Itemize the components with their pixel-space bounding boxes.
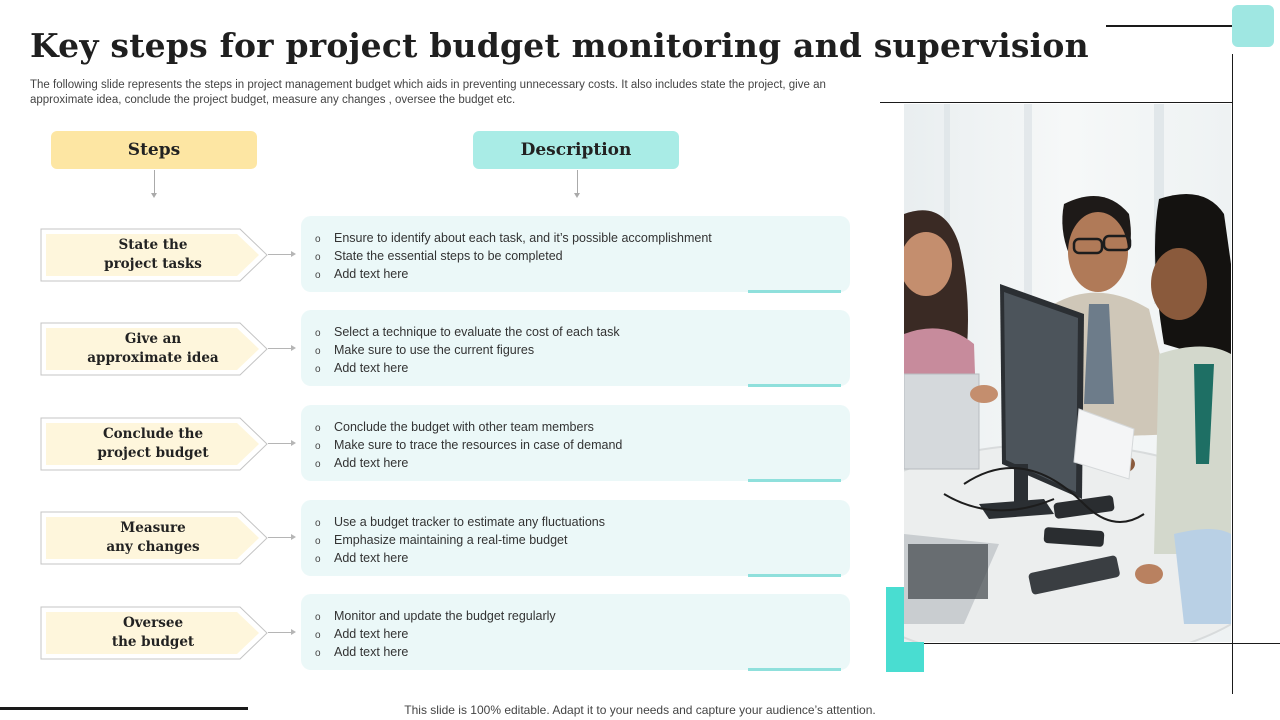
list-item (315, 230, 850, 248)
right-vertical-rule (1232, 54, 1233, 694)
slide-subtitle: The following slide represents the steps in project management budget which aids in preventing unnecessary costs. It also includes state the project, give an approximate idea, conclude the project budget, measure any changes , oversee the budget etc. (30, 79, 826, 106)
description-list (301, 500, 850, 568)
right-arrow-icon (268, 348, 294, 349)
footer-note: This slide is 100% editable. Adapt it to your needs and capture your audience’s attention. (404, 703, 876, 717)
bullet-circle-icon: o (315, 328, 321, 339)
right-arrow-icon (268, 537, 294, 538)
right-arrow-icon (268, 632, 294, 633)
bullet-circle-icon: o (315, 423, 321, 434)
description-text: Monitor and update the budget regularly (334, 609, 556, 623)
team-photo (904, 104, 1231, 642)
list-item (315, 626, 850, 644)
list-item (315, 644, 850, 662)
bullet-circle-icon: o (315, 252, 321, 263)
right-arrow-icon (268, 254, 294, 255)
bullet-circle-icon: o (315, 518, 321, 529)
description-text: Use a budget tracker to estimate any fluctuations (334, 515, 605, 529)
description-underline (748, 384, 841, 387)
description-box (301, 216, 850, 292)
steps-header: Steps (51, 131, 257, 169)
list-item (315, 324, 850, 342)
list-item (315, 360, 850, 378)
right-arrow-icon (268, 443, 294, 444)
description-text: Add text here (334, 645, 409, 659)
bullet-circle-icon: o (315, 536, 321, 547)
description-text: Add text here (334, 267, 409, 281)
down-arrow-icon (154, 170, 155, 196)
description-text: Add text here (334, 456, 409, 470)
list-item (315, 608, 850, 626)
list-item (315, 266, 850, 284)
bullet-circle-icon: o (315, 270, 321, 281)
list-item (315, 514, 850, 532)
description-list (301, 216, 850, 284)
description-text: Conclude the budget with other team members (334, 420, 594, 434)
description-box (301, 594, 850, 670)
list-item (315, 532, 850, 550)
step-label: State the project tasks (104, 237, 202, 272)
step-chevron (40, 417, 270, 471)
teal-corner-square (1232, 5, 1274, 47)
description-header: Description (473, 131, 679, 169)
bullet-circle-icon: o (315, 612, 321, 623)
list-item (315, 455, 850, 473)
list-item (315, 248, 850, 266)
description-box (301, 310, 850, 386)
step-chevron (40, 511, 270, 565)
slide-title: Key steps for project budget monitoring and supervision (30, 26, 1089, 65)
step-label: Conclude the project budget (97, 426, 209, 461)
description-text: Add text here (334, 551, 409, 565)
step-label: Give an approximate idea (87, 331, 219, 366)
description-underline (748, 290, 841, 293)
step-chevron (40, 228, 270, 282)
description-text: Ensure to identify about each task, and it’s possible accomplishment (334, 231, 712, 245)
description-box (301, 405, 850, 481)
step-label: Measure any changes (106, 520, 200, 555)
photo-bottom-rule (904, 643, 1280, 644)
description-box (301, 500, 850, 576)
description-underline (748, 479, 841, 482)
list-item (315, 342, 850, 360)
list-item (315, 550, 850, 568)
photo-top-rule (880, 102, 1232, 103)
step-chevron (40, 322, 270, 376)
description-list (301, 310, 850, 378)
description-text: Add text here (334, 627, 409, 641)
step-label: Oversee the budget (111, 615, 195, 650)
bullet-circle-icon: o (315, 459, 321, 470)
bullet-circle-icon: o (315, 346, 321, 357)
list-item (315, 437, 850, 455)
description-text: Make sure to use the current figures (334, 343, 535, 357)
description-underline (748, 574, 841, 577)
bullet-circle-icon: o (315, 364, 321, 375)
description-text: Emphasize maintaining a real-time budget (334, 533, 568, 547)
bullet-circle-icon: o (315, 554, 321, 565)
top-right-rule (1106, 25, 1234, 27)
description-text: Add text here (334, 361, 409, 375)
team-photo-illustration (904, 104, 1231, 642)
bullet-circle-icon: o (315, 441, 321, 452)
description-list (301, 594, 850, 662)
bullet-circle-icon: o (315, 234, 321, 245)
description-text: Make sure to trace the resources in case of demand (334, 438, 623, 452)
down-arrow-icon (577, 170, 578, 196)
step-chevron (40, 606, 270, 660)
description-underline (748, 668, 841, 671)
bullet-circle-icon: o (315, 648, 321, 659)
bullet-circle-icon: o (315, 630, 321, 641)
description-list (301, 405, 850, 473)
list-item (315, 419, 850, 437)
description-text: Select a technique to evaluate the cost of each task (334, 325, 620, 339)
description-text: State the essential steps to be completed (334, 249, 563, 263)
